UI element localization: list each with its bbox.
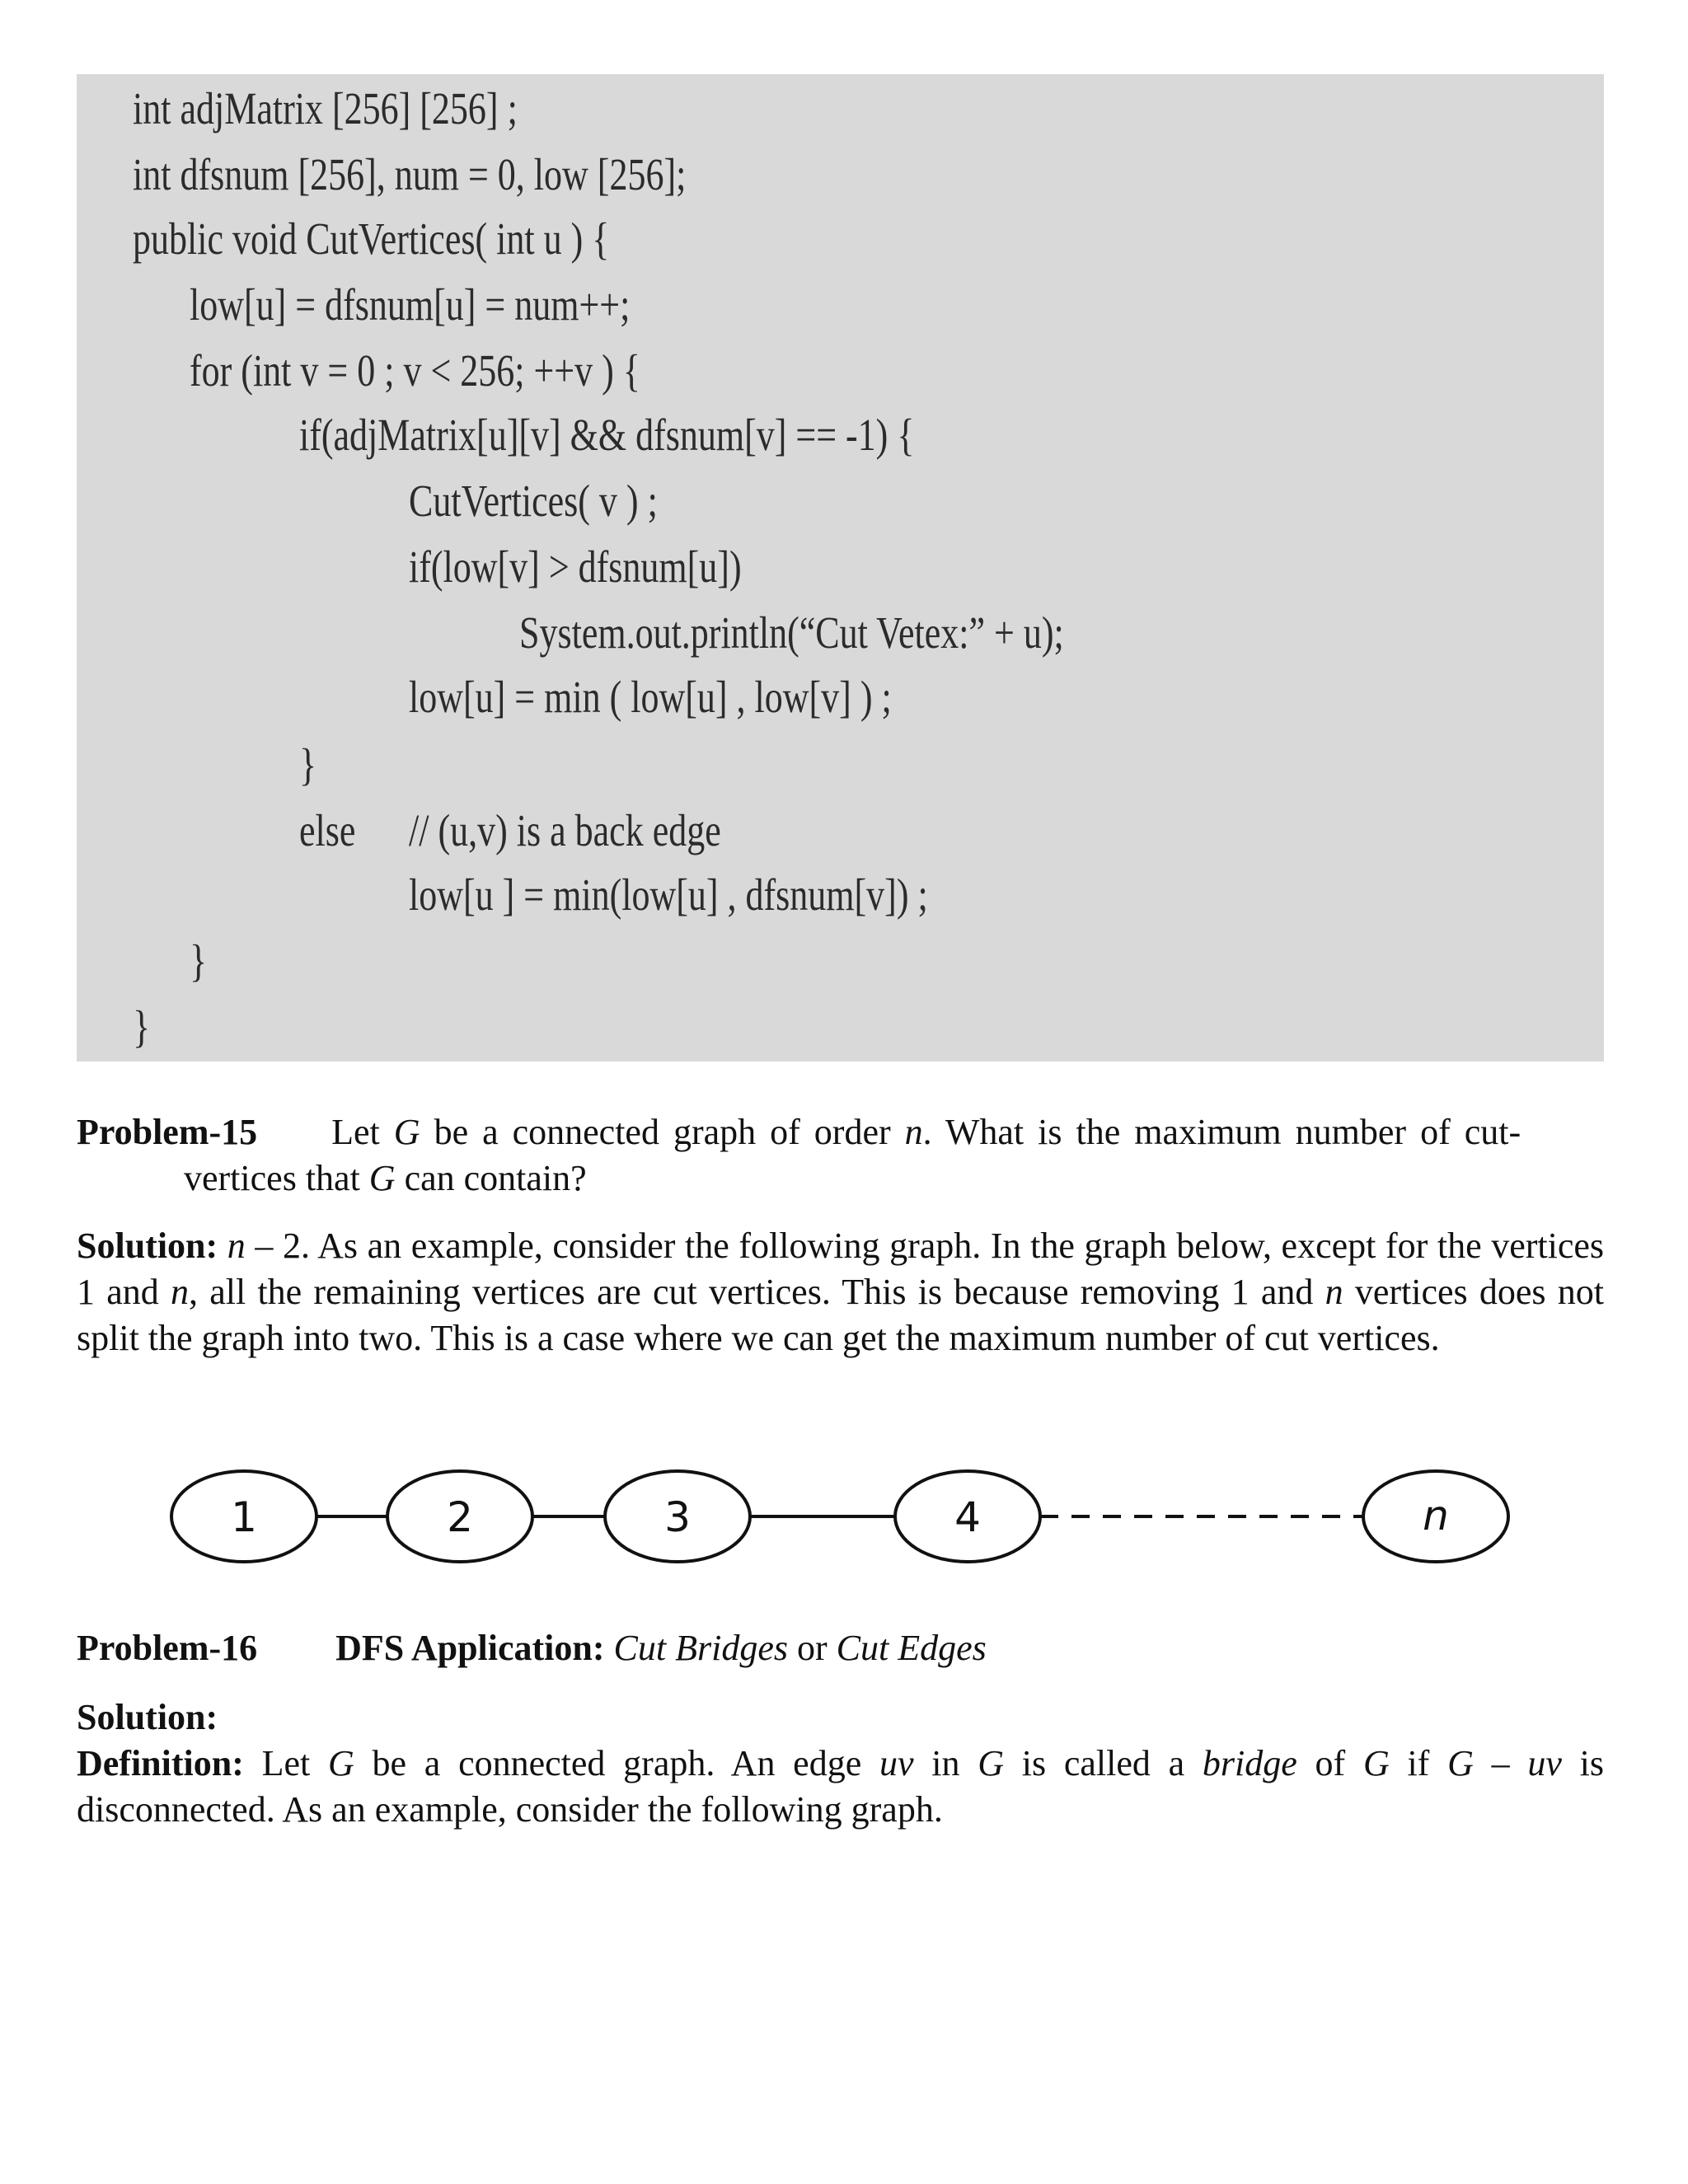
code-line: low[u] = dfsnum[u] = num++; (190, 279, 631, 330)
problem-15-label: Problem-15 (77, 1112, 258, 1152)
code-line: low[u ] = min(low[u] , dfsnum[v]) ; (409, 869, 928, 920)
node-label: 1 (231, 1493, 257, 1541)
solution-label: Solution: (77, 1226, 218, 1266)
node-label: n (1423, 1492, 1449, 1540)
code-line: for (int v = 0 ; v < 256; ++v ) { (190, 345, 640, 396)
code-line: if(low[v] > dfsnum[u]) (409, 541, 742, 592)
code-line: } (299, 739, 317, 790)
definition-label: Definition: (77, 1743, 244, 1783)
node-label: 3 (664, 1493, 691, 1541)
code-line: // (u,v) is a back edge (409, 805, 721, 855)
code-line: } (190, 935, 208, 986)
node-label: 4 (954, 1493, 981, 1541)
code-line: int dfsnum [256], num = 0, low [256]; (133, 149, 687, 199)
code-line: low[u] = min ( low[u] , low[v] ) ; (409, 672, 892, 722)
code-line: public void CutVertices( int u ) { (133, 213, 610, 264)
code-line: CutVertices( v ) ; (409, 476, 658, 526)
problem-15-line-2: vertices that G can contain? (184, 1158, 587, 1198)
problem-text: Let G be a connected graph of order n. What is the maximum number of cut- (331, 1112, 1522, 1152)
code-line: else (299, 805, 356, 855)
problem-15-line-1 (77, 1109, 1604, 1155)
code-line: if(adjMatrix[u][v] && dfsnum[v] == -1) { (299, 410, 915, 460)
problem-16-label: Problem-16 (77, 1628, 258, 1668)
code-line: int adjMatrix [256] [256] ; (133, 83, 518, 134)
code-block (77, 74, 1604, 1062)
solution-15-paragraph: Solution: n – 2. As an example, consider the following graph. In the graph below, except for the vertices 1 and n, all the remaining vertices are cut vertices. This is because removing 1 and n vertices does not split the graph into two. This is a case where we can get the maximum number of cut vertices. (77, 1226, 1605, 1358)
code-line: System.out.println(“Cut Vetex:” + u); (519, 607, 1064, 658)
node-label: 2 (447, 1493, 473, 1541)
definition-paragraph: Definition: Let G be a connected graph. An edge uv in G is called a bridge of G if G – uv is disconnected. As an example, consider the following graph. (77, 1743, 1604, 1830)
solution-16-label: Solution: (77, 1697, 218, 1737)
problem-16-line: Problem-16 DFS Application: Cut Bridges or Cut Edges (77, 1628, 987, 1668)
path-graph-diagram (0, 1434, 1688, 1599)
code-line: } (133, 1001, 151, 1052)
dfs-application-label: DFS Application: (335, 1628, 605, 1668)
